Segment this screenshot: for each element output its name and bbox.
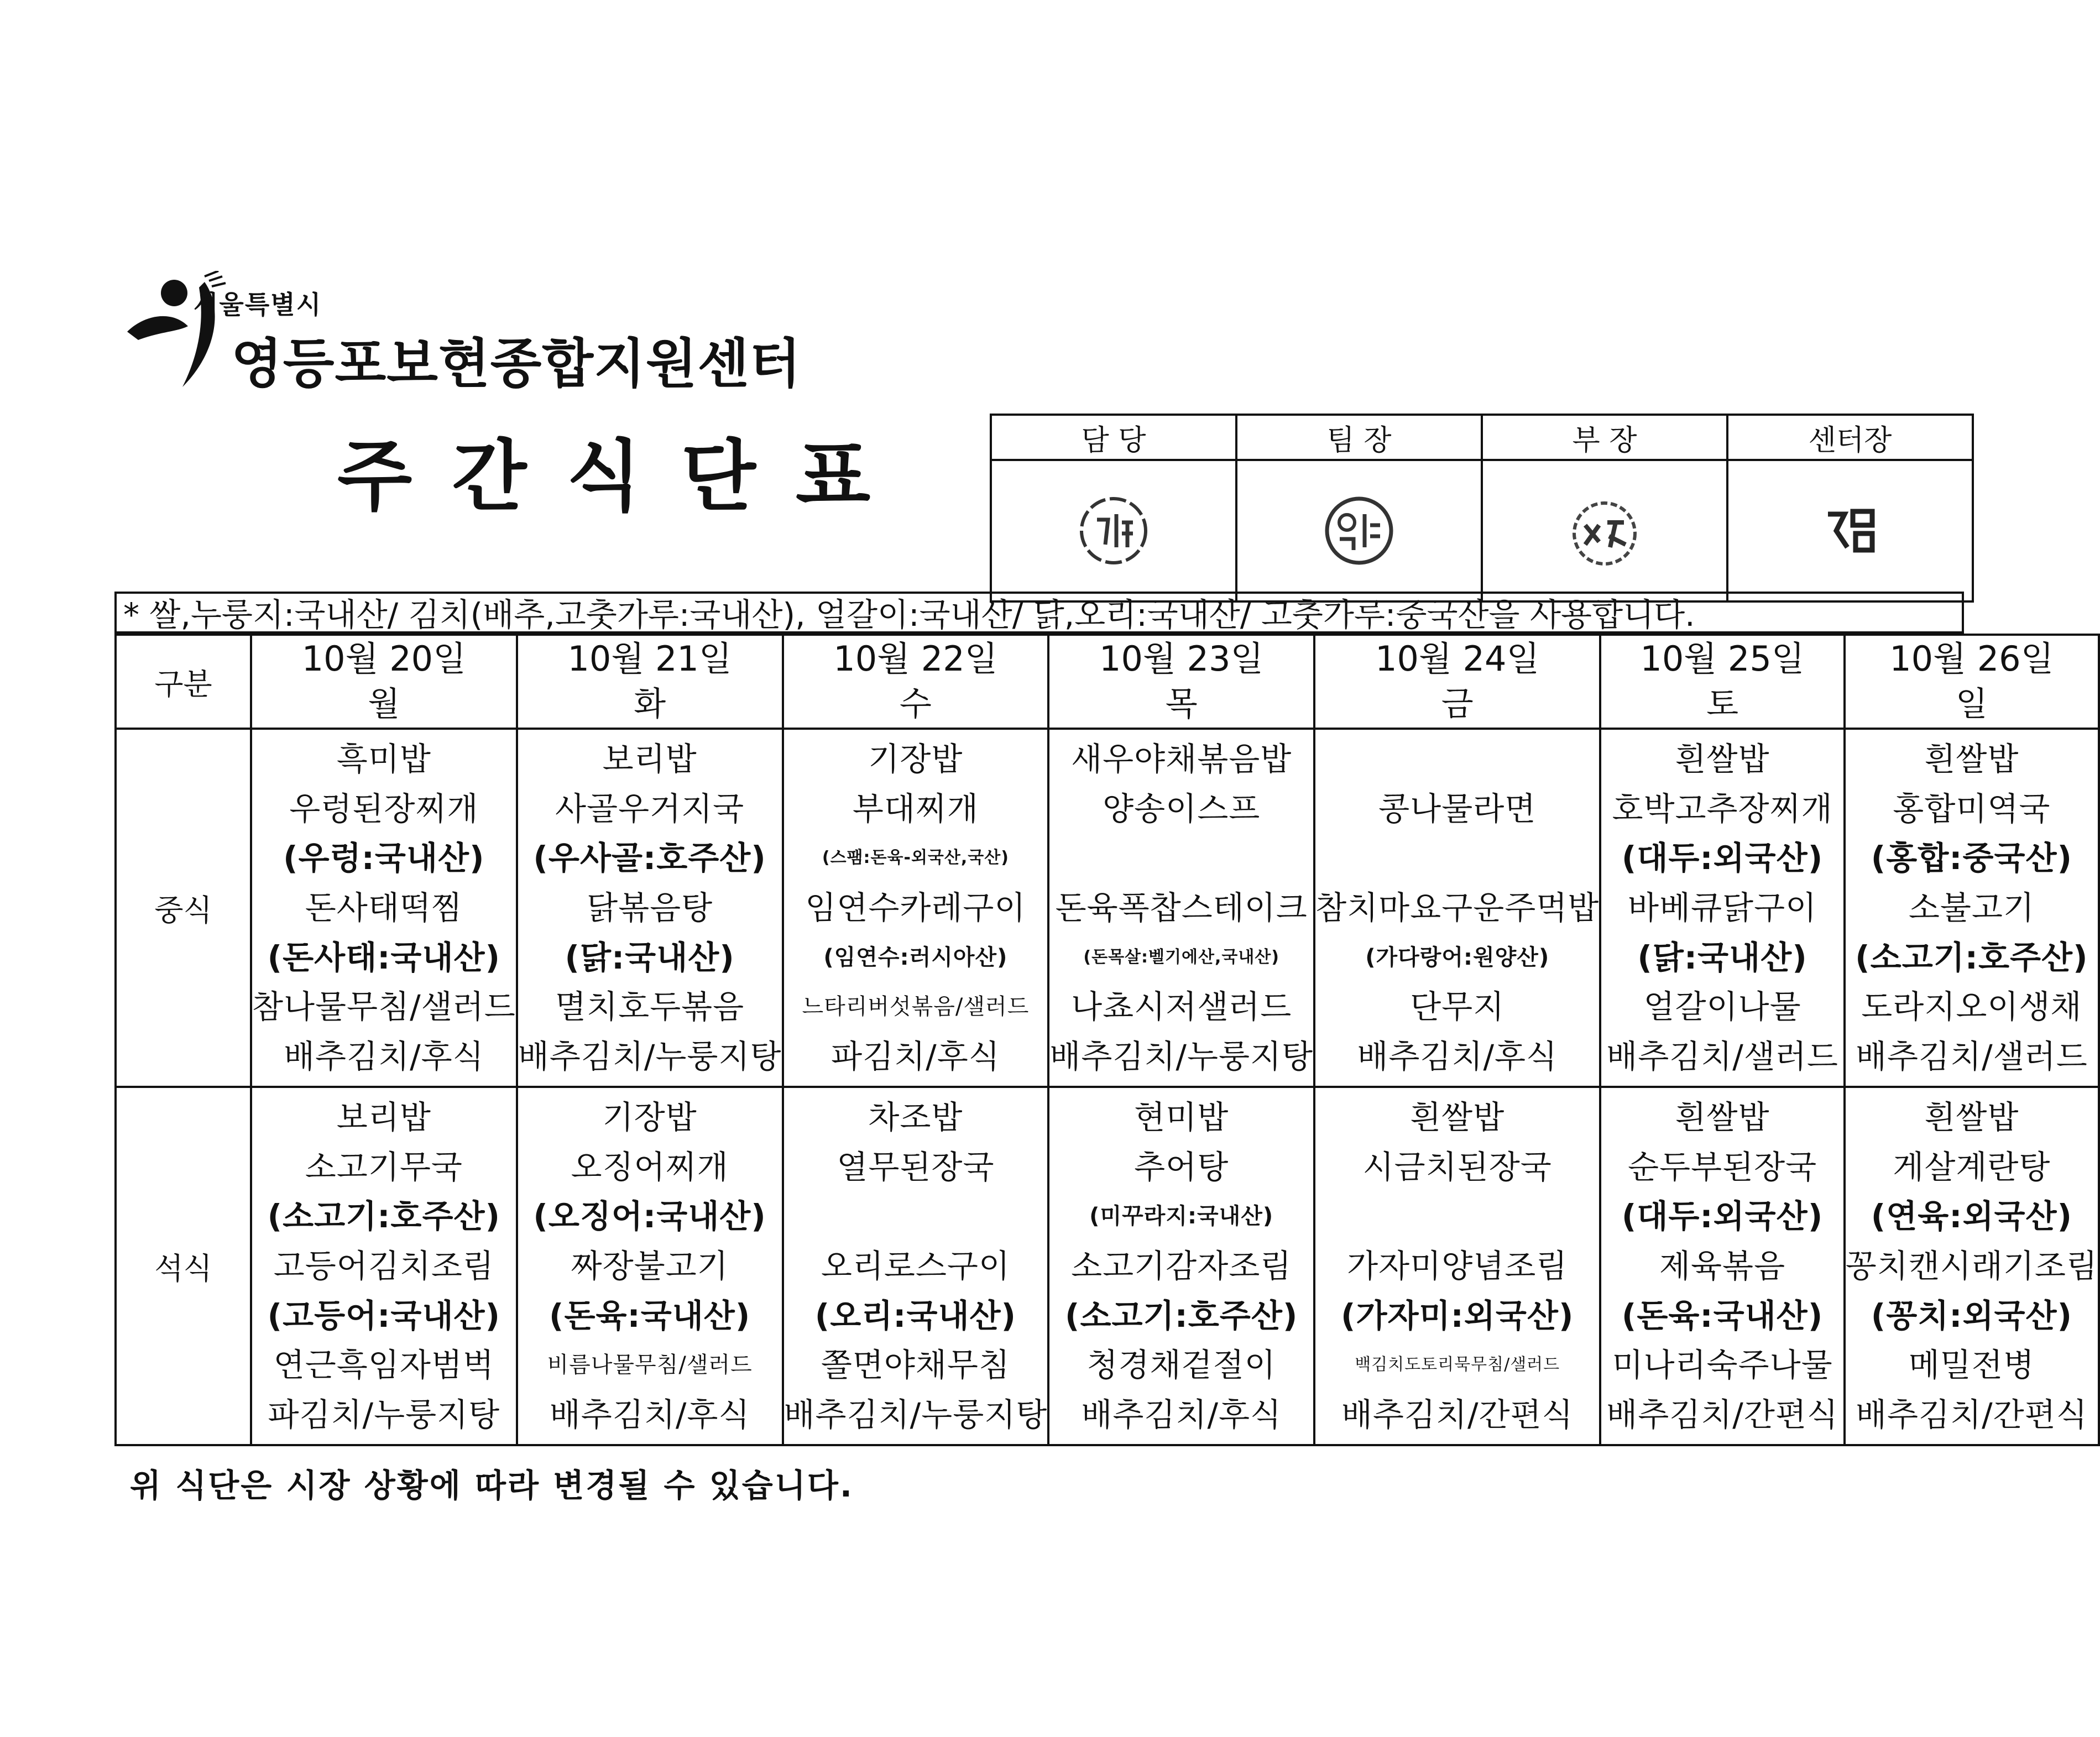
day-header (251, 635, 517, 729)
lunch-menu-cell (251, 729, 517, 1087)
seal-stamp-icon (1072, 489, 1155, 572)
org-city: 서울특별시 (194, 290, 322, 320)
menu-item: 닭볶음탕 (587, 888, 713, 927)
menu-item: (소고기:호주산) (267, 1197, 501, 1236)
menu-item: 호박고추장찌개 (1612, 789, 1833, 828)
menu-item: (돈육:국내산) (1621, 1296, 1824, 1335)
menu-item: 배추김치/후식 (549, 1395, 750, 1433)
menu-item: 흰쌀밥 (1675, 740, 1770, 778)
menu-item: 비름나물무침/샐러드 (547, 1352, 753, 1378)
menu-item: 기장밥 (602, 1098, 697, 1136)
menu-item: 콩나물라면 (1378, 789, 1537, 828)
lunch-menu-cell (1048, 729, 1314, 1087)
day-date: 10월 25일 (1640, 639, 1805, 679)
menu-item: (소고기:호주산) (1855, 938, 2088, 976)
menu-item: (가다랑어:원양산) (1365, 944, 1550, 970)
lunch-menu-cell (1600, 729, 1844, 1087)
menu-item: (고등어:국내산) (267, 1296, 501, 1335)
menu-item: 흰쌀밥 (1675, 1098, 1770, 1136)
menu-item: 고등어김치조림 (273, 1247, 494, 1285)
menu-item: 우렁된장찌개 (289, 789, 479, 828)
menu-item: 배추김치/샐러드 (1856, 1037, 2088, 1075)
dinner-menu-cell (251, 1087, 517, 1445)
menu-item: 배추김치/간편식 (1606, 1395, 1838, 1433)
dinner-label: 석식 (116, 1087, 251, 1445)
lunch-row (116, 729, 2099, 1087)
menu-item: 보리밥 (336, 1098, 431, 1136)
menu-item: 얼갈이나물 (1643, 988, 1801, 1026)
menu-item: 추어탕 (1134, 1148, 1229, 1186)
menu-item: 느타리버섯볶음/샐러드 (802, 994, 1030, 1020)
approval-header-team-lead: 팀 장 (1236, 415, 1482, 460)
corner-label: 구분 (116, 635, 251, 729)
approval-header-director: 부 장 (1482, 415, 1727, 460)
menu-item: 파김치/누룽지탕 (268, 1395, 500, 1433)
menu-item: (돈육:국내산) (548, 1296, 751, 1335)
day-date: 10월 20일 (301, 639, 466, 679)
menu-item (1315, 735, 1599, 783)
menu-item: 배추김치/간편식 (1341, 1395, 1574, 1433)
menu-item: (임연수:러시아산) (823, 944, 1008, 970)
menu-item: 돈사태떡찜 (305, 888, 463, 927)
menu-item: 청경채겉절이 (1086, 1346, 1276, 1384)
menu-item: 꽁치캔시래기조림 (1845, 1247, 2098, 1285)
menu-item: 게살계란탕 (1893, 1148, 2051, 1186)
org-name: 영등포보현종합지원센터 (231, 333, 802, 395)
day-name: 화 (634, 685, 666, 724)
menu-item: (홍합:중국산) (1871, 839, 2073, 877)
seal-stamp-icon (1318, 489, 1401, 572)
menu-item: 현미밥 (1134, 1098, 1229, 1136)
menu-item: 멸치호두볶음 (555, 988, 745, 1026)
menu-item (1049, 834, 1313, 882)
menu-item: 참치마요구운주먹밥 (1315, 888, 1600, 927)
menu-item (784, 1192, 1048, 1240)
day-name: 일 (1955, 685, 1988, 724)
menu-item: (대두:외국산) (1621, 839, 1824, 877)
lunch-menu-cell (1314, 729, 1600, 1087)
dinner-row (116, 1087, 2099, 1445)
menu-item: 배추김치/누룽지탕 (1049, 1037, 1314, 1075)
menu-item: (연육:외국산) (1871, 1197, 2073, 1236)
lunch-menu-cell (517, 729, 783, 1087)
menu-item: 시금치된장국 (1362, 1148, 1552, 1186)
menu-item: 파김치/후식 (831, 1037, 1000, 1075)
menu-item: (미꾸라지:국내산) (1089, 1204, 1274, 1229)
day-date: 10월 24일 (1375, 639, 1540, 679)
menu-item (1315, 834, 1599, 882)
day-header (783, 635, 1049, 729)
menu-item: 배추김치/간편식 (1856, 1395, 2088, 1433)
menu-item: 오리로스구이 (821, 1247, 1010, 1285)
origin-note: * 쌀,누룽지:국내산/ 김치(배추,고춧가루:국내산), 얼갈이:국내산/ 닭,오리:국내산/ 고춧가루:중국산을 사용합니다. (114, 592, 1964, 634)
lunch-menu-cell (783, 729, 1049, 1087)
menu-item: 배추김치/누룽지탕 (783, 1395, 1048, 1433)
day-date: 10월 23일 (1099, 639, 1264, 679)
menu-item: (닭:국내산) (1637, 938, 1808, 976)
menu-item: 단무지 (1410, 988, 1505, 1026)
menu-item: 배추김치/후식 (1357, 1037, 1558, 1075)
menu-item: 흰쌀밥 (1924, 740, 2019, 778)
menu-item: 임연수카레구이 (805, 888, 1026, 927)
dinner-menu-cell (1048, 1087, 1314, 1445)
menu-item: 흰쌀밥 (1924, 1098, 2019, 1136)
approval-header-center-head: 센터장 (1727, 415, 1973, 460)
menu-item: (소고기:호주산) (1064, 1296, 1298, 1335)
menu-item: (돈사태:국내산) (267, 938, 501, 976)
menu-item: 도라지오이생채 (1861, 988, 2082, 1026)
lunch-label: 중식 (116, 729, 251, 1087)
menu-item: 흑미밥 (336, 740, 431, 778)
day-date: 10월 26일 (1889, 639, 2054, 679)
menu-item: (우사골:호주산) (533, 839, 766, 877)
approval-seal-cell (1236, 460, 1482, 601)
dinner-menu-cell (1600, 1087, 1844, 1445)
day-name: 월 (368, 685, 400, 724)
menu-item: 쫄면야채무침 (821, 1346, 1010, 1384)
menu-item: 오징어찌개 (571, 1148, 729, 1186)
lunch-menu-cell (1845, 729, 2099, 1087)
day-header (1845, 635, 2099, 729)
menu-item: 소고기무국 (305, 1148, 463, 1186)
menu-item: 순두부된장국 (1627, 1148, 1817, 1186)
menu-item: 나쵸시저샐러드 (1071, 988, 1292, 1026)
menu-item: (스팸:돈육-외국산,국산) (822, 848, 1009, 868)
menu-item: 백김치도토리묵무침/샐러드 (1355, 1355, 1560, 1375)
menu-item: (우렁:국내산) (283, 839, 485, 877)
approval-seal-cell (991, 460, 1236, 601)
menu-item: 연근흑임자범벅 (273, 1346, 494, 1384)
menu-item (1315, 1192, 1599, 1240)
menu-item: (꽁치:외국산) (1871, 1296, 2073, 1335)
menu-item: (오리:국내산) (814, 1296, 1017, 1335)
day-header (1048, 635, 1314, 729)
menu-item: (돈목살:벨기에산,국내산) (1083, 947, 1279, 967)
menu-item: (가자미:외국산) (1341, 1296, 1574, 1335)
menu-item: 배추김치/누룽지탕 (518, 1037, 782, 1075)
dinner-menu-cell (1314, 1087, 1600, 1445)
day-name: 금 (1441, 685, 1474, 724)
menu-item: 열무된장국 (837, 1148, 995, 1186)
approval-box (990, 414, 1974, 603)
menu-item: 양송이스프 (1103, 789, 1261, 828)
table-header-row (116, 635, 2099, 729)
day-name: 수 (899, 685, 932, 724)
menu-item: 차조밥 (868, 1098, 963, 1136)
seal-stamp-icon (1563, 489, 1646, 572)
weekly-menu-table (114, 634, 2100, 1446)
menu-item: 배추김치/후식 (1081, 1395, 1282, 1433)
menu-item: 새우야채볶음밥 (1071, 740, 1292, 778)
menu-item: 바베큐닭구이 (1627, 888, 1817, 927)
menu-item: 사골우거지국 (555, 789, 745, 828)
menu-item: (오징어:국내산) (533, 1197, 766, 1236)
menu-item: 참나물무침/샐러드 (252, 988, 516, 1026)
dinner-menu-cell (1845, 1087, 2099, 1445)
approval-header-staff: 담 당 (991, 415, 1236, 460)
menu-item: 미나리숙주나물 (1612, 1346, 1833, 1384)
footer-notice: 위 식단은 시장 상황에 따라 변경될 수 있습니다. (130, 1467, 854, 1504)
day-date: 10월 21일 (567, 639, 732, 679)
day-header (1314, 635, 1600, 729)
menu-item: 돈육폭찹스테이크 (1055, 888, 1308, 927)
day-name: 목 (1165, 685, 1198, 724)
page-title: 주간식단표 (337, 432, 911, 522)
dinner-menu-cell (517, 1087, 783, 1445)
menu-item: 제육볶음 (1659, 1247, 1786, 1285)
menu-item: 가자미양념조림 (1347, 1247, 1568, 1285)
menu-item: 보리밥 (602, 740, 697, 778)
seal-stamp-icon (1809, 489, 1892, 572)
menu-item: 배추김치/후식 (283, 1037, 484, 1075)
dinner-menu-cell (783, 1087, 1049, 1445)
day-date: 10월 22일 (833, 639, 998, 679)
menu-item: 소불고기 (1908, 888, 2035, 927)
menu-item: 소고기감자조림 (1071, 1247, 1292, 1285)
menu-item: 홍합미역국 (1893, 789, 2051, 828)
menu-item: 짜장불고기 (571, 1247, 729, 1285)
menu-item: (닭:국내산) (565, 938, 735, 976)
menu-item: 배추김치/샐러드 (1606, 1037, 1838, 1075)
day-header (517, 635, 783, 729)
menu-item: 부대찌개 (852, 789, 979, 828)
menu-item: 메밀전병 (1908, 1346, 2035, 1384)
menu-item: 기장밥 (868, 740, 963, 778)
day-name: 토 (1706, 685, 1739, 724)
approval-seal-cell (1727, 460, 1973, 601)
menu-item: (대두:외국산) (1621, 1197, 1824, 1236)
day-header (1600, 635, 1844, 729)
menu-item: 흰쌀밥 (1410, 1098, 1505, 1136)
approval-seal-cell (1482, 460, 1727, 601)
